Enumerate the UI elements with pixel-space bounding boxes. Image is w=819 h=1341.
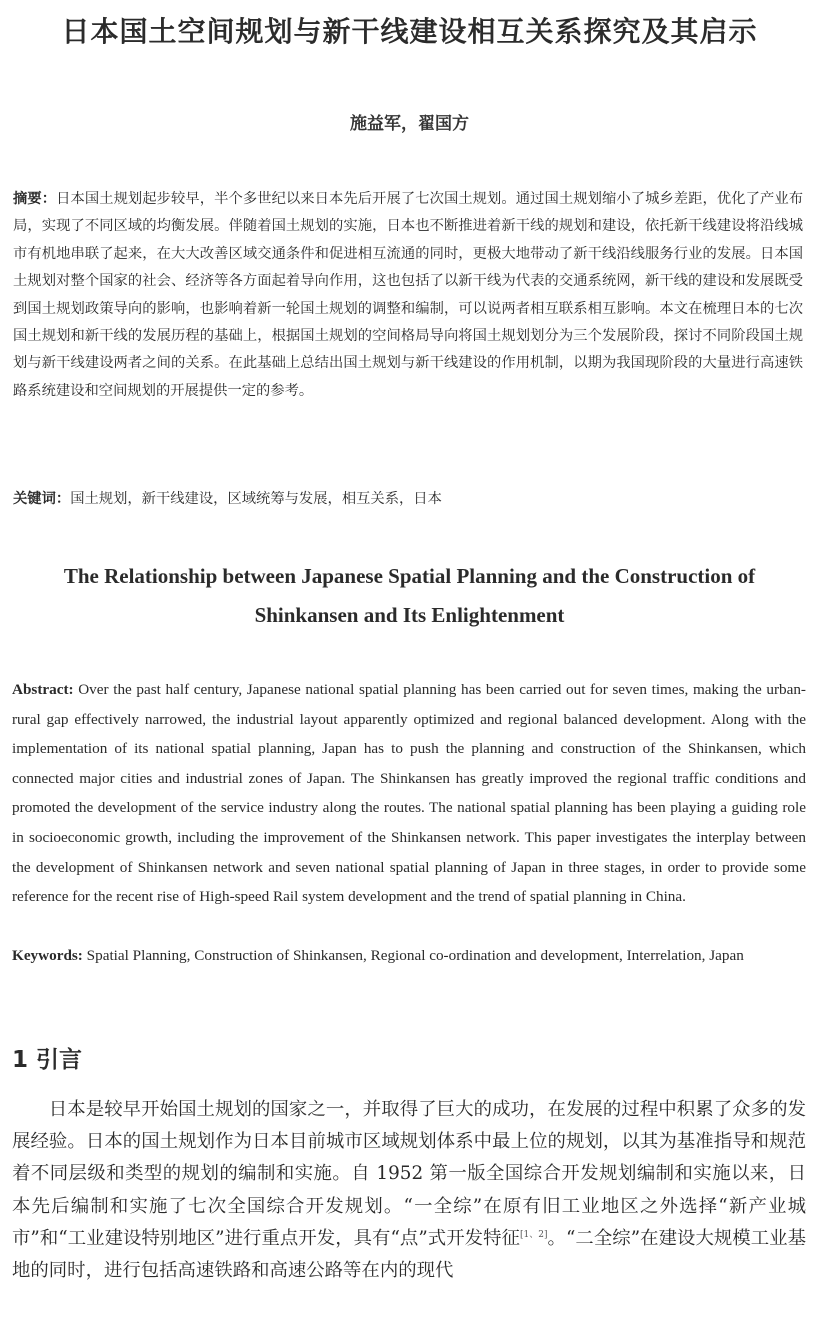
keywords-cn-label: 关键词： [13,491,71,507]
keywords-en-label: Keywords: [12,947,83,964]
section-heading-introduction: 1 引言 [12,1047,83,1073]
abstract-cn [13,186,803,405]
keywords-cn-text: 国土规划，新干线建设，区域统筹与发展，相互关系，日本 [70,491,442,507]
abstract-cn-text: 日本国土规划起步较早，半个多世纪以来日本先后开展了七次国土规划。通过国土规划缩小了城乡差距，优化了产业布局，实现了不同区域的均衡发展。伴随着国土规划的实施，日本也不断推进着新干线的规划和建设，依托新干线建设将沿线城市有机地串联了起来，在大大改善区域交通条件和促进相互流通的同时，更极大地带动了新干线沿线服务行业的发展。日本国土规划对整个国家的社会、经济等各方面起着导向作用，这也包括了以新干线为代表的交通系统网，新干线的建设和发展既受到国土规划政策导向的影响，也影响着新一轮国土规划的调整和编制，可以说两者相互联系相互影响。本文在梳理日本的七次国土规划和新干线的发展历程的基础上，根据国土规划的空间格局导向将国土规划划分为三个发展阶段，探讨不同阶段国土规划与新干线建设两者之间的关系。在此基础上总结出国土规划与新干线建设的作用机制，以期为我国现阶段的大量进行高速铁路系统建设和空间规划的开展提供一定的参考。 [13,191,804,399]
abstract-en-text: Over the past half century, Japanese national spatial planning has been carried out for seven times, making the urban-rural gap effectively narrowed, the industrial layout apparently optimized and regional balanced development. Along with the implementation of its national spatial planning, Japan has to push the planning and construction of the Shinkansen, which connected major cities and industrial zones of Japan. The Shinkansen has greatly improved the regional traffic conditions and promoted the development of the service industry along the routes. The national spatial planning has been playing a guiding role in socioeconomic growth, including the improvement of the Shinkansen network. This paper investigates the interplay between the development of Shinkansen network and seven national spatial planning of Japan in three stages, in order to provide some reference for the recent rise of High-speed Rail system development and the trend of spatial planning in China. [12,681,806,906]
introduction-paragraph [12,1094,806,1287]
abstract-en [12,675,806,912]
author-list: 施益军，翟国方 [350,114,469,134]
introduction-text-part2: 。“二全综”在建设大规模工业基地的同时，进行包括高速铁路和高速公路等在内的现代 [12,1227,806,1282]
abstract-en-label: Abstract: [12,681,74,698]
paper-title-cn: 日本国土空间规划与新干线建设相互关系探究及其启示 [61,15,758,48]
keywords-en [12,941,806,971]
keywords-en-text: Spatial Planning, Construction of Shinkansen, Regional co-ordination and development, Interrelation, Japan [82,947,744,964]
paper-title-en: The Relationship between Japanese Spatial Planning and the Construction of Shinkansen and Its Enlightenment [63,564,756,627]
keywords-cn [13,486,803,513]
introduction-text-part1: 日本是较早开始国土规划的国家之一，并取得了巨大的成功，在发展的过程中积累了众多的发展经验。日本的国土规划作为日本目前城市区域规划体系中最上位的规划，以其为基准指导和规范着不同层级和类型的规划的编制和实施。自 1952 第一版全国综合开发规划编制和实施以来，日本先后编制和实施了七次全国综合开发规划。“一全综”在原有旧工业地区之外选择“新产业城市”和“工业建设特别地区”进行重点开发，具有“点”式开发特征 [12,1099,806,1249]
abstract-cn-label: 摘要： [13,191,57,207]
citation-reference: [1、2] [519,1229,548,1240]
